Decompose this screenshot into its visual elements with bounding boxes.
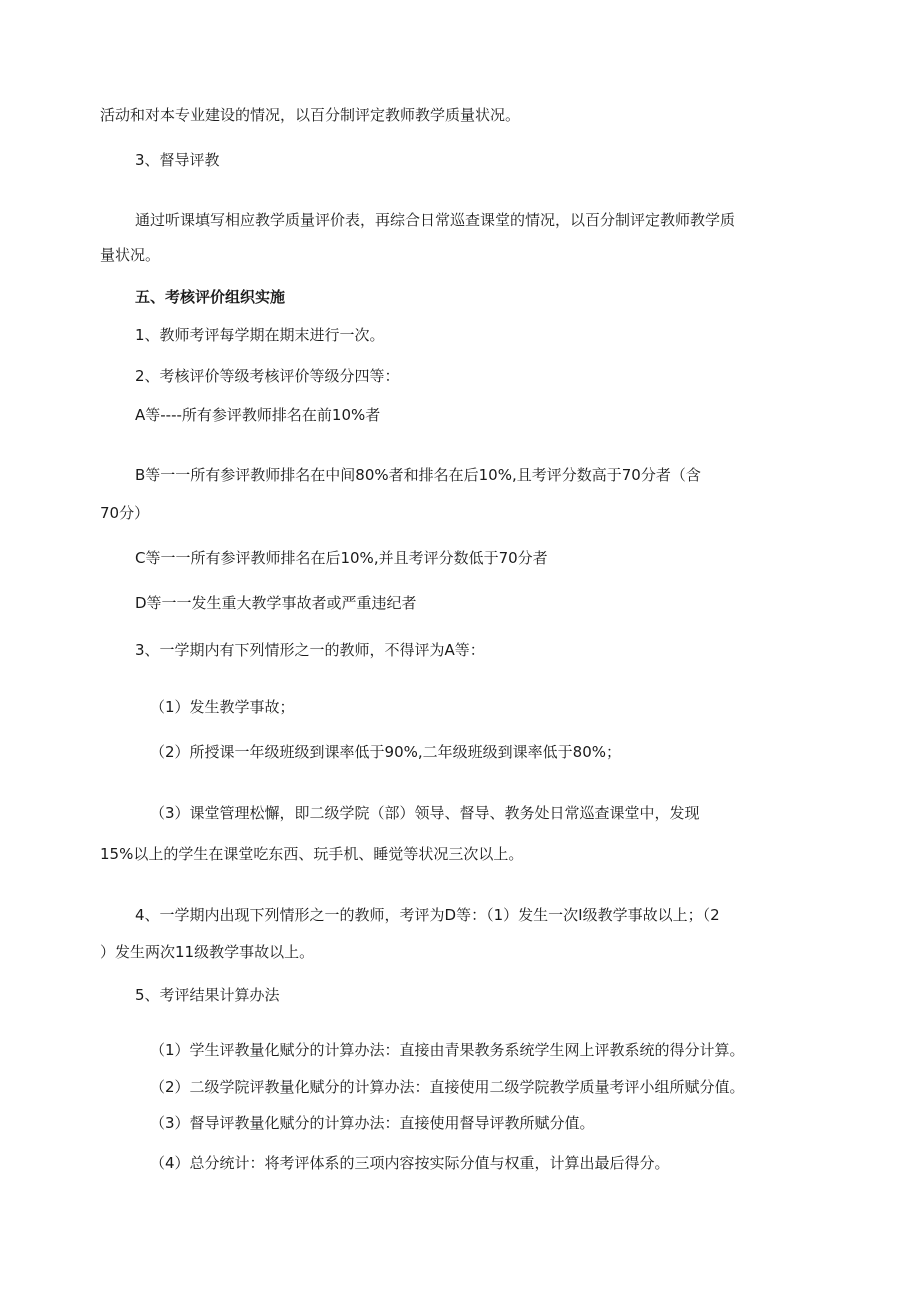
- grade-definition: B等一一所有参评教师排名在中间80%者和排名在后10%,且考评分数高于70分者（含: [135, 466, 701, 484]
- paragraph-line: 量状况。: [100, 246, 161, 264]
- paragraph-line: 活动和对本专业建设的情况，以百分制评定教师教学质量状况。: [100, 106, 521, 124]
- sub-list-item: （3）课堂管理松懈，即二级学院（部）领导、督导、教务处日常巡查课堂中，发现: [150, 804, 700, 822]
- grade-definition: C等一一所有参评教师排名在后10%,并且考评分数低于70分者: [135, 549, 548, 567]
- section-heading: 五、考核评价组织实施: [135, 288, 286, 306]
- list-item: 3、一学期内有下列情形之一的教师，不得评为A等：: [135, 641, 485, 659]
- list-item: 5、考评结果计算办法: [135, 986, 280, 1004]
- sub-list-item: （2）所授课一年级班级到课率低于90%,二年级班级到课率低于80%；: [150, 743, 621, 761]
- sub-list-item: （3）督导评教量化赋分的计算办法：直接使用督导评教所赋分值。: [150, 1114, 595, 1132]
- list-item: 1、教师考评每学期在期末进行一次。: [135, 326, 385, 344]
- list-item: ）发生两次11级教学事故以上。: [100, 943, 315, 961]
- sub-list-item: （2）二级学院评教量化赋分的计算办法：直接使用二级学院教学质量考评小组所赋分值。: [150, 1078, 745, 1096]
- grade-definition: 70分）: [100, 504, 150, 522]
- sub-list-item: 15%以上的学生在课堂吃东西、玩手机、睡觉等状况三次以上。: [100, 845, 524, 863]
- list-item: 4、一学期内出现下列情形之一的教师，考评为D等：（1）发生一次I级教学事故以上；（2: [135, 906, 720, 924]
- sub-list-item: （1）学生评教量化赋分的计算办法：直接由青果教务系统学生网上评教系统的得分计算。: [150, 1041, 745, 1059]
- grade-definition: A等----所有参评教师排名在前10%者: [135, 406, 381, 424]
- sub-list-item: （4）总分统计：将考评体系的三项内容按实际分值与权重，计算出最后得分。: [150, 1154, 670, 1172]
- section-item-title: 3、督导评教: [135, 151, 220, 169]
- paragraph-line: 通过听课填写相应教学质量评价表，再综合日常巡查课堂的情况，以百分制评定教师教学质: [135, 211, 736, 229]
- list-item: 2、考核评价等级考核评价等级分四等：: [135, 367, 400, 385]
- grade-definition: D等一一发生重大教学事故者或严重违纪者: [135, 594, 417, 612]
- sub-list-item: （1）发生教学事故；: [150, 698, 295, 716]
